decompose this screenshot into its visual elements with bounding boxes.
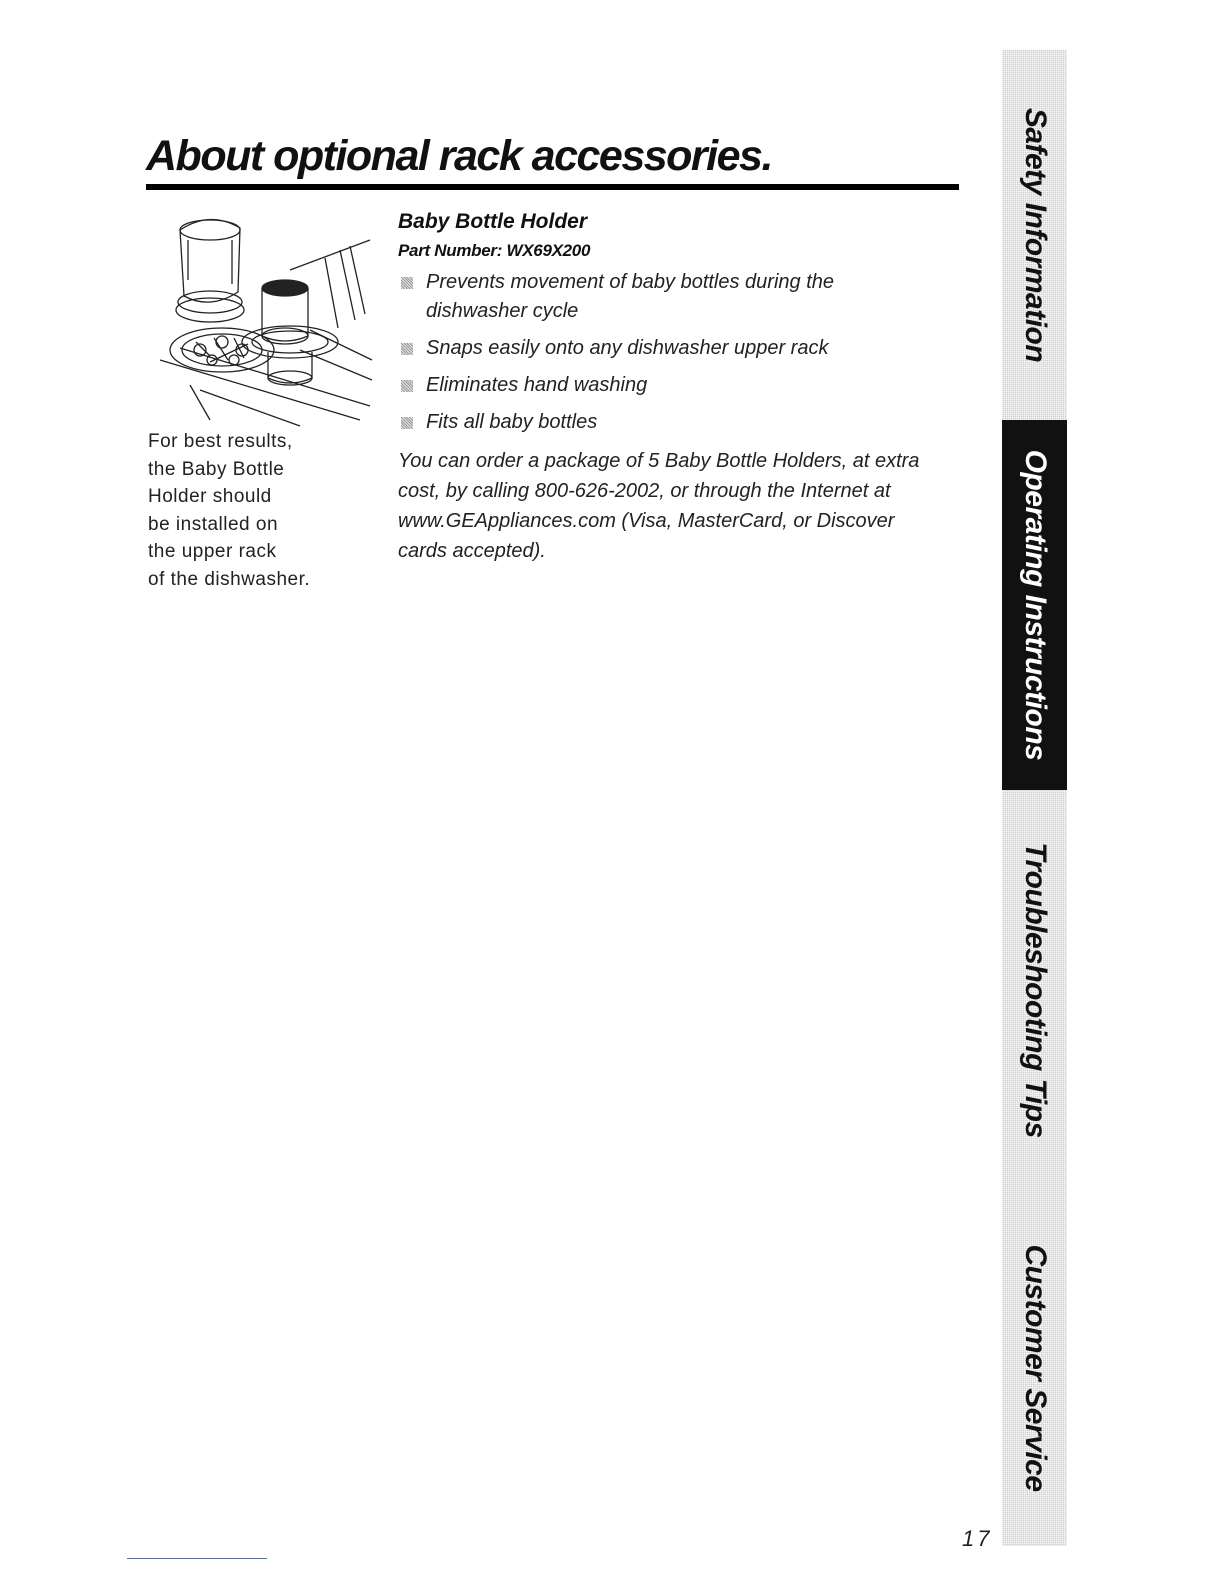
square-bullet-icon bbox=[401, 417, 413, 429]
feature-item bbox=[398, 334, 918, 363]
page-title: About optional rack accessories. bbox=[146, 132, 772, 180]
caption-line: For best results, bbox=[148, 431, 293, 452]
caption-line: the Baby Bottle bbox=[148, 458, 285, 480]
order-note-line: You can order a package of 5 Baby Bottle Holders, at extra bbox=[398, 450, 920, 472]
tab-label: Troubleshooting Tips bbox=[1018, 842, 1052, 1138]
caption-line: Holder should bbox=[148, 486, 272, 507]
square-bullet-icon bbox=[401, 343, 413, 355]
order-note-line: www.GEAppliances.com (Visa, MasterCard, or Discover bbox=[398, 510, 895, 532]
tab-label: Safety Information bbox=[1018, 107, 1052, 363]
baby-bottle-holder-illustration bbox=[140, 210, 380, 430]
square-bullet-icon bbox=[401, 277, 413, 289]
tab-safety-information[interactable] bbox=[1002, 50, 1067, 420]
caption-line: be installed on bbox=[148, 513, 279, 535]
feature-item bbox=[398, 371, 918, 400]
feature-text: Snaps easily onto any dishwasher upper rack bbox=[426, 337, 829, 359]
feature-item bbox=[398, 408, 918, 437]
tab-label: Operating Instructions bbox=[1018, 449, 1052, 761]
order-note bbox=[398, 446, 928, 566]
illustration-caption bbox=[148, 428, 358, 593]
product-name: Baby Bottle Holder bbox=[398, 210, 588, 233]
page-number: 17 bbox=[962, 1526, 993, 1551]
feature-text: Prevents movement of baby bottles during the bbox=[426, 271, 835, 293]
part-number: Part Number: WX69X200 bbox=[398, 241, 591, 260]
feature-item bbox=[398, 268, 918, 326]
caption-line: the upper rack bbox=[148, 541, 277, 562]
feature-text: Fits all baby bottles bbox=[426, 411, 598, 433]
tab-troubleshooting-tips[interactable] bbox=[1002, 790, 1067, 1190]
caption-line: of the dishwasher. bbox=[148, 568, 311, 590]
feature-list bbox=[398, 268, 918, 445]
feature-text: Eliminates hand washing bbox=[426, 374, 648, 396]
tab-label: Customer Service bbox=[1018, 1244, 1052, 1492]
footer-rule bbox=[127, 1558, 267, 1559]
order-note-line: cards accepted). bbox=[398, 540, 546, 562]
section-tab-strip bbox=[1002, 50, 1067, 1546]
title-rule bbox=[146, 184, 959, 190]
tab-customer-service[interactable] bbox=[1002, 1190, 1067, 1546]
tab-operating-instructions[interactable] bbox=[1002, 420, 1067, 790]
order-note-line: cost, by calling 800-626-2002, or through the Internet at bbox=[398, 480, 891, 502]
feature-text: dishwasher cycle bbox=[426, 300, 579, 322]
square-bullet-icon bbox=[401, 380, 413, 392]
